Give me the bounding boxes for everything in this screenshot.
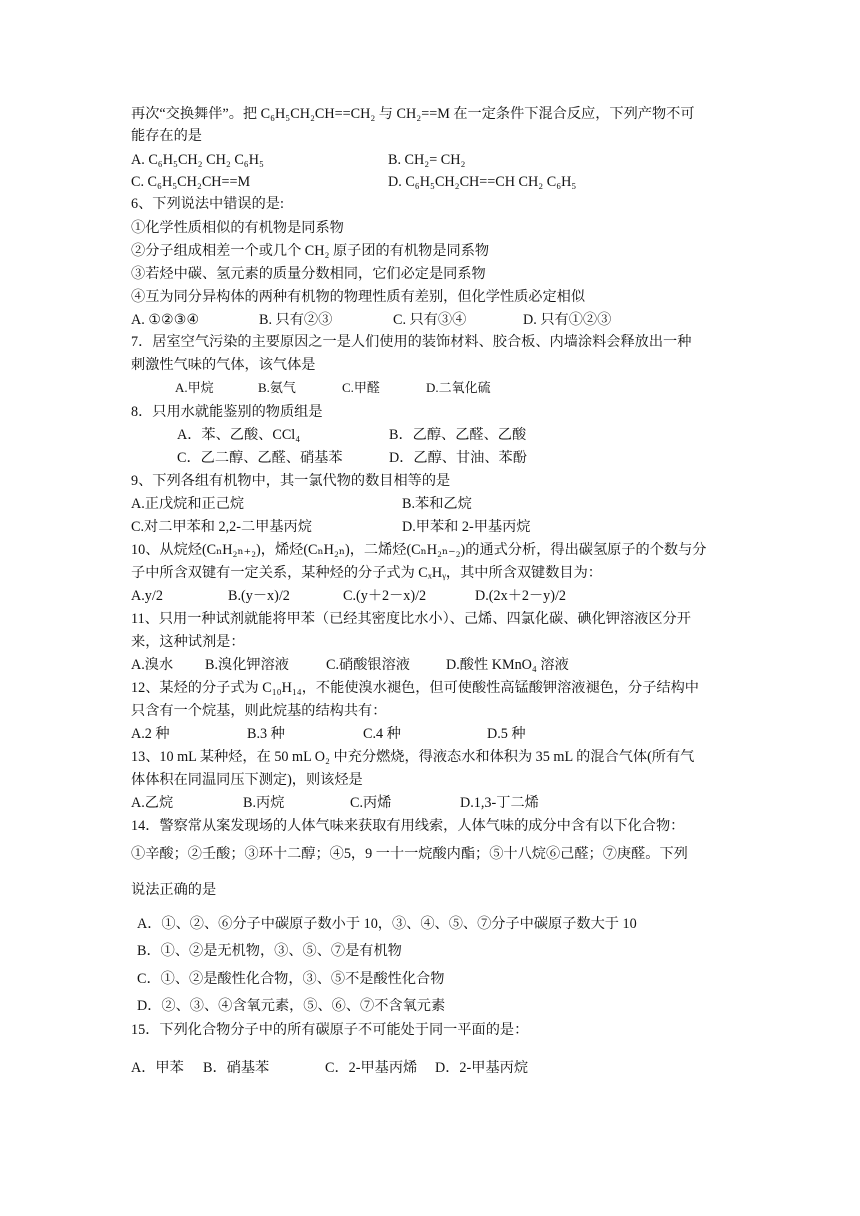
q5-option-a: A. C₆H₅CH₂ CH₂ C₆H₅ [131, 152, 264, 168]
q9-options-row1 [131, 494, 741, 514]
q6-statement-2: ②分子组成相差一个或几个 CH₂ 原子团的有机物是同系物 [131, 243, 490, 259]
q9-stem: 9、下列各组有机物中，其一氯代物的数目相等的是 [131, 473, 451, 489]
q15-stem: 15．下列化合物分子中的所有碳原子不可能处于同一平面的是： [131, 1022, 529, 1038]
q10-option-b: B.(y－x)/2 [228, 588, 290, 604]
q5-option-c: C. C₆H₅CH₂CH==M [131, 174, 251, 190]
q7-option-a: A.甲烷 [175, 380, 214, 395]
q12-line1: 12、某烃的分子式为 C₁₀H₁₄，不能使溴水褪色，但可使酸性高锰酸钾溶液褪色，分子结构中 [131, 680, 699, 696]
q9-options-row2 [131, 517, 741, 537]
q10-line1: 10、从烷烃(CₙH₂ₙ₊₂)，烯烃(CₙH₂ₙ)，二烯烃(CₙH₂ₙ₋₂)的通式分析，得出碳氢原子的个数与分 [131, 542, 707, 558]
q7-options [131, 378, 741, 398]
q6-stem: 6、下列说法中错误的是: [131, 196, 284, 212]
q15-option-a: A．甲苯 [131, 1060, 184, 1076]
q14-option-d: D．②、③、④含氧元素，⑤、⑥、⑦不含氧元素 [137, 998, 446, 1014]
q10-options [131, 586, 741, 606]
q11-option-b: B.溴化钾溶液 [205, 657, 289, 673]
q11-option-d: D.酸性 KMnO₄ 溶液 [446, 657, 569, 673]
q7-option-b: B.氨气 [258, 380, 296, 395]
q10-option-a: A.y/2 [131, 588, 163, 604]
q11-option-a: A.溴水 [131, 657, 174, 673]
q6-statement-1: ①化学性质相似的有机物是同系物 [131, 220, 344, 236]
q8-options-row1 [131, 425, 741, 445]
q9-option-d: D.甲苯和 2-甲基丙烷 [402, 519, 531, 535]
q15-option-c: C．2-甲基丙烯 [325, 1060, 418, 1076]
q13-options [131, 793, 741, 813]
q9-option-c: C.对二甲苯和 2,2-二甲基丙烷 [131, 519, 312, 535]
q6-option-a: A. ①②③④ [131, 312, 200, 328]
q12-option-d: D.5 种 [487, 726, 526, 742]
q12-options [131, 724, 741, 744]
q12-option-a: A.2 种 [131, 726, 170, 742]
q11-options [131, 655, 741, 675]
q14-option-c: C．①、②是酸性化合物，③、⑤不是酸性化合物 [137, 971, 445, 987]
q5-option-d: D. C₆H₅CH₂CH==CH CH₂ C₆H₅ [388, 174, 577, 190]
q14-line3: 说法正确的是 [131, 882, 217, 898]
q10-option-c: C.(y＋2－x)/2 [343, 588, 427, 604]
q12-option-c: C.4 种 [363, 726, 401, 742]
q12-option-b: B.3 种 [247, 726, 285, 742]
q13-line1: 13、10 mL 某种烃，在 50 mL O₂ 中充分燃烧，得液态水和体积为 35 mL 的混合气体(所有气 [131, 749, 695, 765]
q6-options [131, 310, 741, 330]
q13-option-c: C.丙烯 [350, 795, 392, 811]
q11-line1: 11、只用一种试剂就能将甲苯（已经其密度比水小）、己烯、四氯化碳、碘化钾溶液区分开 [131, 611, 691, 627]
q8-option-d: D．乙醇、甘油、苯酚 [389, 450, 527, 466]
q13-option-b: B.丙烷 [243, 795, 285, 811]
q6-option-c: C. 只有③④ [393, 312, 467, 328]
q5-line1: 再次“交换舞伴”。把 C₆H₅CH₂CH==CH₂ 与 CH₂==M 在一定条件下混合反应，下列产物不可 [131, 106, 695, 122]
q6-statement-4: ④互为同分异构体的两种有机物的物理性质有差别，但化学性质必定相似 [131, 289, 586, 305]
q13-option-a: A.乙烷 [131, 795, 174, 811]
q5-options-row2 [131, 172, 741, 192]
q11-option-c: C.硝酸银溶液 [326, 657, 410, 673]
q13-line2: 体体积在同温同压下测定)，则该烃是 [131, 772, 363, 788]
q15-option-d: D．2-甲基丙烷 [435, 1060, 529, 1076]
q5-option-b: B. CH₂= CH₂ [388, 152, 466, 168]
q15-options [131, 1058, 741, 1078]
q14-line2: ①辛酸；②壬酸；③环十二醇；④5，9 一十一烷酸内酯；⑤十八烷⑥己醛；⑦庚醛。下列 [131, 846, 688, 862]
q9-option-b: B.苯和乙烷 [402, 496, 472, 512]
q6-option-b: B. 只有②③ [259, 312, 333, 328]
q8-option-a: A．苯、乙酸、CCl₄ [177, 427, 301, 443]
q6-statement-3: ③若烃中碳、氢元素的质量分数相同，它们必定是同系物 [131, 266, 486, 282]
q7-option-d: D.二氧化硫 [426, 380, 491, 395]
q7-line2: 刺激性气味的气体，该气体是 [131, 357, 316, 373]
q9-option-a: A.正戊烷和正己烷 [131, 496, 245, 512]
q7-option-c: C.甲醛 [342, 380, 380, 395]
q10-option-d: D.(2x＋2－y)/2 [475, 588, 567, 604]
q8-option-c: C．乙二醇、乙醛、硝基苯 [177, 450, 343, 466]
q5-line2: 能存在的是 [131, 128, 202, 144]
q11-line2: 来，这种试剂是： [131, 634, 245, 650]
q8-stem: 8．只用水就能鉴别的物质组是 [131, 404, 323, 420]
q8-options-row2 [131, 448, 741, 468]
q15-option-b: B．硝基苯 [203, 1060, 270, 1076]
q14-option-b: B．①、②是无机物，③、⑤、⑦是有机物 [137, 943, 402, 959]
q12-line2: 只含有一个烷基，则此烷基的结构共有： [131, 703, 387, 719]
q10-line2: 子中所含双键有一定关系，某种烃的分子式为 CₓHᵧ，其中所含双键数目为： [131, 565, 602, 581]
q14-line1: 14．警察常从案发现场的人体气味来获取有用线索，人体气味的成分中含有以下化合物： [131, 818, 685, 834]
q5-options-row1 [131, 150, 741, 170]
q13-option-d: D.1,3-丁二烯 [460, 795, 539, 811]
q6-option-d: D. 只有①②③ [523, 312, 612, 328]
q14-option-a: A．①、②、⑥分子中碳原子数小于 10，③、④、⑤、⑦分子中碳原子数大于 10 [137, 916, 637, 932]
q8-option-b: B．乙醇、乙醛、乙酸 [389, 427, 527, 443]
q7-line1: 7．居室空气污染的主要原因之一是人们使用的装饰材料、胶合板、内墙涂料会释放出一种 [131, 334, 692, 350]
